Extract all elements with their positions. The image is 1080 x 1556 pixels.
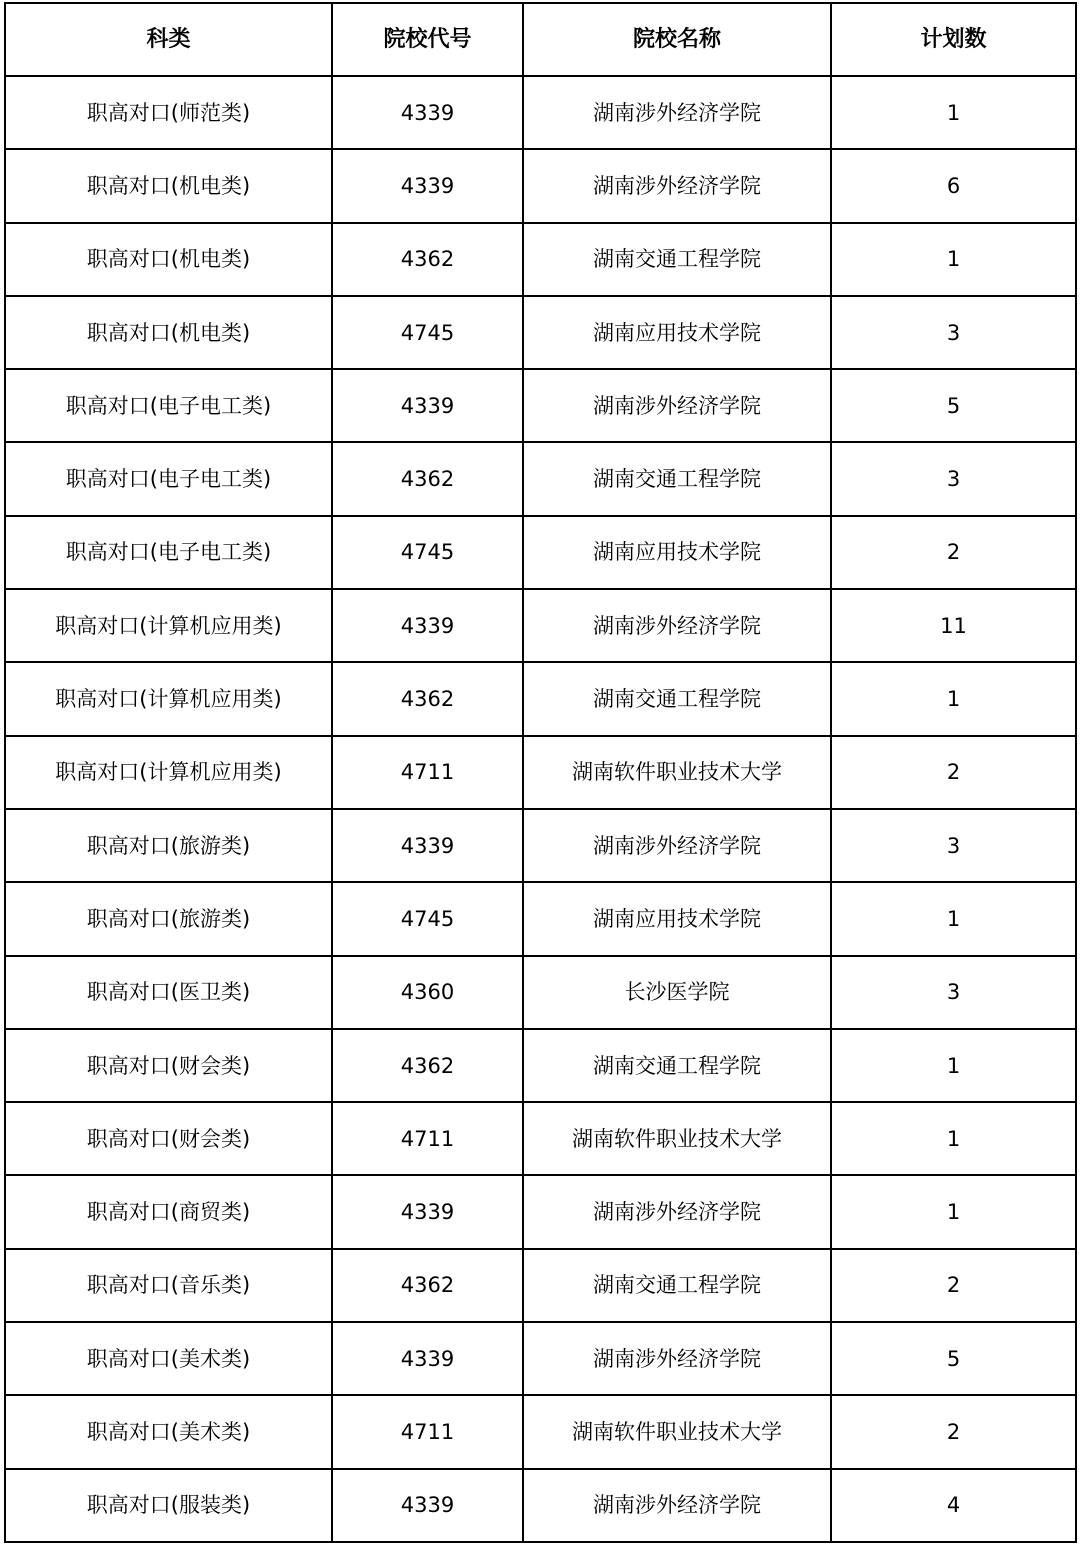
cell-school-code: 4745 [332, 882, 523, 955]
table-row [5, 369, 1076, 442]
cell-school-code: 4339 [332, 1175, 523, 1248]
cell-category: 职高对口(计算机应用类) [5, 736, 332, 809]
cell-plan-count: 4 [831, 1469, 1076, 1542]
cell-school-code: 4339 [332, 76, 523, 149]
cell-school-code: 4339 [332, 1322, 523, 1395]
table-row [5, 882, 1076, 955]
cell-school-name: 湖南应用技术学院 [523, 516, 831, 589]
cell-plan-count: 1 [831, 1175, 1076, 1248]
cell-school-name: 湖南交通工程学院 [523, 223, 831, 296]
cell-school-code: 4362 [332, 662, 523, 735]
cell-school-name: 湖南软件职业技术大学 [523, 1395, 831, 1468]
cell-school-code: 4362 [332, 1249, 523, 1322]
cell-plan-count: 5 [831, 369, 1076, 442]
cell-plan-count: 3 [831, 296, 1076, 369]
table-row [5, 76, 1076, 149]
cell-plan-count: 6 [831, 149, 1076, 222]
cell-school-code: 4339 [332, 589, 523, 662]
cell-category: 职高对口(电子电工类) [5, 516, 332, 589]
cell-plan-count: 2 [831, 1395, 1076, 1468]
cell-school-name: 湖南软件职业技术大学 [523, 1102, 831, 1175]
cell-school-code: 4745 [332, 296, 523, 369]
cell-school-name: 湖南交通工程学院 [523, 1249, 831, 1322]
cell-category: 职高对口(机电类) [5, 149, 332, 222]
cell-category: 职高对口(机电类) [5, 296, 332, 369]
cell-school-code: 4360 [332, 956, 523, 1029]
table-row [5, 1249, 1076, 1322]
header-school-code: 院校代号 [332, 3, 523, 76]
table-row [5, 809, 1076, 882]
cell-category: 职高对口(旅游类) [5, 882, 332, 955]
cell-plan-count: 1 [831, 1102, 1076, 1175]
cell-school-name: 湖南交通工程学院 [523, 442, 831, 515]
header-category: 科类 [5, 3, 332, 76]
cell-school-code: 4362 [332, 1029, 523, 1102]
cell-school-code: 4339 [332, 369, 523, 442]
cell-plan-count: 1 [831, 882, 1076, 955]
cell-school-name: 湖南应用技术学院 [523, 882, 831, 955]
cell-plan-count: 3 [831, 809, 1076, 882]
cell-plan-count: 5 [831, 1322, 1076, 1395]
cell-category: 职高对口(电子电工类) [5, 369, 332, 442]
cell-plan-count: 1 [831, 1029, 1076, 1102]
table-row [5, 1175, 1076, 1248]
table-body [5, 76, 1076, 1542]
cell-category: 职高对口(服装类) [5, 1469, 332, 1542]
cell-category: 职高对口(美术类) [5, 1395, 332, 1468]
cell-school-name: 湖南涉外经济学院 [523, 1322, 831, 1395]
cell-school-name: 长沙医学院 [523, 956, 831, 1029]
cell-plan-count: 2 [831, 736, 1076, 809]
table-row [5, 662, 1076, 735]
table-row [5, 223, 1076, 296]
cell-school-code: 4745 [332, 516, 523, 589]
cell-plan-count: 1 [831, 223, 1076, 296]
cell-plan-count: 11 [831, 589, 1076, 662]
cell-plan-count: 2 [831, 516, 1076, 589]
header-plan-count: 计划数 [831, 3, 1076, 76]
table-row [5, 1029, 1076, 1102]
table-row [5, 736, 1076, 809]
cell-plan-count: 1 [831, 662, 1076, 735]
cell-school-name: 湖南涉外经济学院 [523, 76, 831, 149]
cell-school-code: 4711 [332, 736, 523, 809]
cell-school-name: 湖南涉外经济学院 [523, 1175, 831, 1248]
table-header-row [5, 3, 1076, 76]
cell-school-code: 4339 [332, 809, 523, 882]
cell-plan-count: 1 [831, 76, 1076, 149]
cell-plan-count: 3 [831, 956, 1076, 1029]
cell-school-name: 湖南软件职业技术大学 [523, 736, 831, 809]
cell-category: 职高对口(财会类) [5, 1029, 332, 1102]
cell-category: 职高对口(美术类) [5, 1322, 332, 1395]
cell-school-name: 湖南交通工程学院 [523, 662, 831, 735]
table-row [5, 1469, 1076, 1542]
table-row [5, 296, 1076, 369]
cell-category: 职高对口(机电类) [5, 223, 332, 296]
cell-school-code: 4711 [332, 1395, 523, 1468]
cell-school-code: 4339 [332, 1469, 523, 1542]
table-row [5, 516, 1076, 589]
cell-school-name: 湖南涉外经济学院 [523, 369, 831, 442]
cell-category: 职高对口(旅游类) [5, 809, 332, 882]
cell-category: 职高对口(计算机应用类) [5, 589, 332, 662]
cell-plan-count: 2 [831, 1249, 1076, 1322]
table-row [5, 442, 1076, 515]
table-row [5, 956, 1076, 1029]
enrollment-plan-table [4, 2, 1077, 1543]
cell-school-code: 4711 [332, 1102, 523, 1175]
cell-category: 职高对口(财会类) [5, 1102, 332, 1175]
cell-school-name: 湖南涉外经济学院 [523, 589, 831, 662]
cell-school-code: 4362 [332, 442, 523, 515]
cell-school-name: 湖南涉外经济学院 [523, 1469, 831, 1542]
cell-category: 职高对口(音乐类) [5, 1249, 332, 1322]
table-row [5, 1322, 1076, 1395]
cell-category: 职高对口(商贸类) [5, 1175, 332, 1248]
table-row [5, 1395, 1076, 1468]
header-school-name: 院校名称 [523, 3, 831, 76]
cell-plan-count: 3 [831, 442, 1076, 515]
cell-category: 职高对口(师范类) [5, 76, 332, 149]
cell-category: 职高对口(电子电工类) [5, 442, 332, 515]
cell-school-code: 4362 [332, 223, 523, 296]
cell-school-code: 4339 [332, 149, 523, 222]
cell-category: 职高对口(计算机应用类) [5, 662, 332, 735]
cell-school-name: 湖南应用技术学院 [523, 296, 831, 369]
cell-school-name: 湖南涉外经济学院 [523, 809, 831, 882]
table-row [5, 589, 1076, 662]
cell-category: 职高对口(医卫类) [5, 956, 332, 1029]
table-row [5, 149, 1076, 222]
cell-school-name: 湖南交通工程学院 [523, 1029, 831, 1102]
cell-school-name: 湖南涉外经济学院 [523, 149, 831, 222]
table-row [5, 1102, 1076, 1175]
